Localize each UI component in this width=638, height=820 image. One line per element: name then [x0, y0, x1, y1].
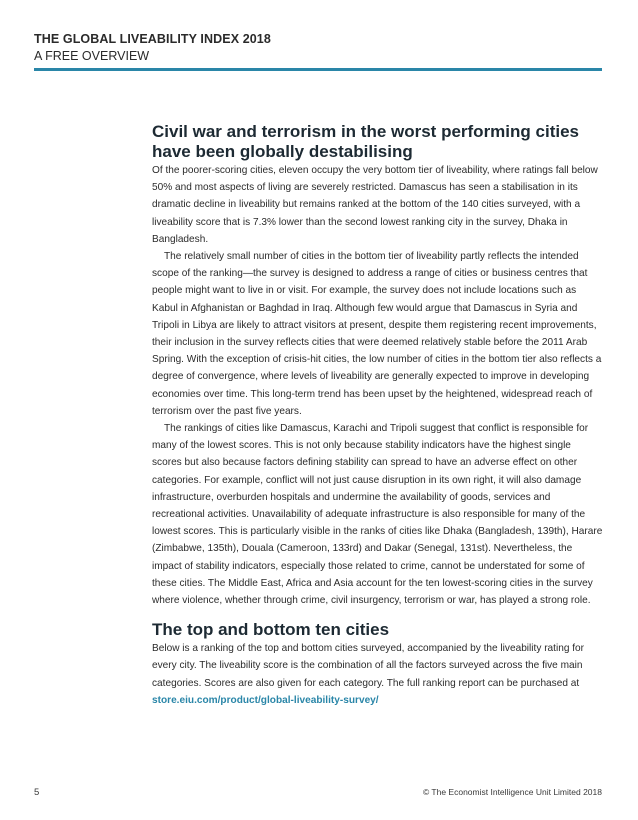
section-heading-civil-war: Civil war and terrorism in the worst performing cities have been globally destabilising — [152, 122, 579, 161]
copyright-notice: © The Economist Intelligence Unit Limited 2018 — [422, 787, 602, 797]
body-paragraph: Below is a ranking of the top and bottom cities surveyed, accompanied by the liveability rating for every city. The liveability score is the combination of all the factors surveyed across the five main categories. Scores are also given for each category. The full ranking report can be purchased at — [152, 643, 585, 689]
body-paragraph: The relatively small number of cities in the bottom tier of liveability partly reflects the intended scope of the ranking—the survey is designed to address a range of cities or business centres that people might want to live in or visit. For example, the survey does not include locations such as Kabul in Afghanistan or Baghdad in Iraq. Although few would argue that Damascus in Syria and Tripoli in Libya are likely to attract visitors at present, despite them registering recent improvements, their inclusion in the survey reflects cities that were deemed relatively stable before the 2011 Arab Spring. With the exception of crisis-hit cities, the low number of cities in the bottom tier also reflects a degree of convergence, where levels of liveability are generally expected to improve in developing economies over time. This long-term trend has been upset by the heightened, widespread reach of terrorism over the past five years. — [152, 251, 602, 417]
header-divider — [34, 68, 602, 71]
section-heading-top-bottom: The top and bottom ten cities — [152, 620, 390, 640]
body-paragraph: The rankings of cities like Damascus, Karachi and Tripoli suggest that conflict is responsible for many of the lowest scores. This is not only because stability indicators have the highest single scores but also because factors defining stability can spread to have an adverse effect on other categories. For example, conflict will not just cause disruption in its own right, it will also damage infrastructure, overburden hospitals and undermine the availability of goods, services and recreational activities. Unavailability of adequate infrastructure is also responsible for many of the lowest scores. This is particularly visible in the ranks of cities like Dhaka (Bangladesh, 139th), Harare (Zimbabwe, 135th), Douala (Cameroon, 133rd) and Dakar (Senegal, 131st). Nevertheless, the impact of stability indicators, especially those related to crime, cannot be understated for some of these cities. The Middle East, Africa and Asia account for the ten lowest-scoring cities in the survey where violence, whether through crime, civil insurgency, terrorism or war, has played a strong role. — [152, 423, 603, 607]
store-link[interactable]: store.eiu.com/product/global-liveability-survey/ — [152, 694, 379, 706]
page-header — [34, 31, 604, 64]
body-paragraph: Of the poorer-scoring cities, eleven occupy the very bottom tier of liveability, where ratings fall below 50% and most aspects of living are severely restricted. Damascus has seen a stabilisation in its dramatic decline in liveability but remains ranked at the bottom of the 140 cities surveyed, with a liveability score that is 7.3% lower than the second lowest ranking city in the survey, Dhaka in Bangladesh. — [152, 165, 598, 245]
report-title: THE GLOBAL LIVEABILITY INDEX 2018 — [34, 32, 271, 46]
report-subtitle: A FREE OVERVIEW — [34, 49, 150, 63]
main-content — [152, 122, 603, 709]
page-number: 5 — [34, 787, 40, 798]
